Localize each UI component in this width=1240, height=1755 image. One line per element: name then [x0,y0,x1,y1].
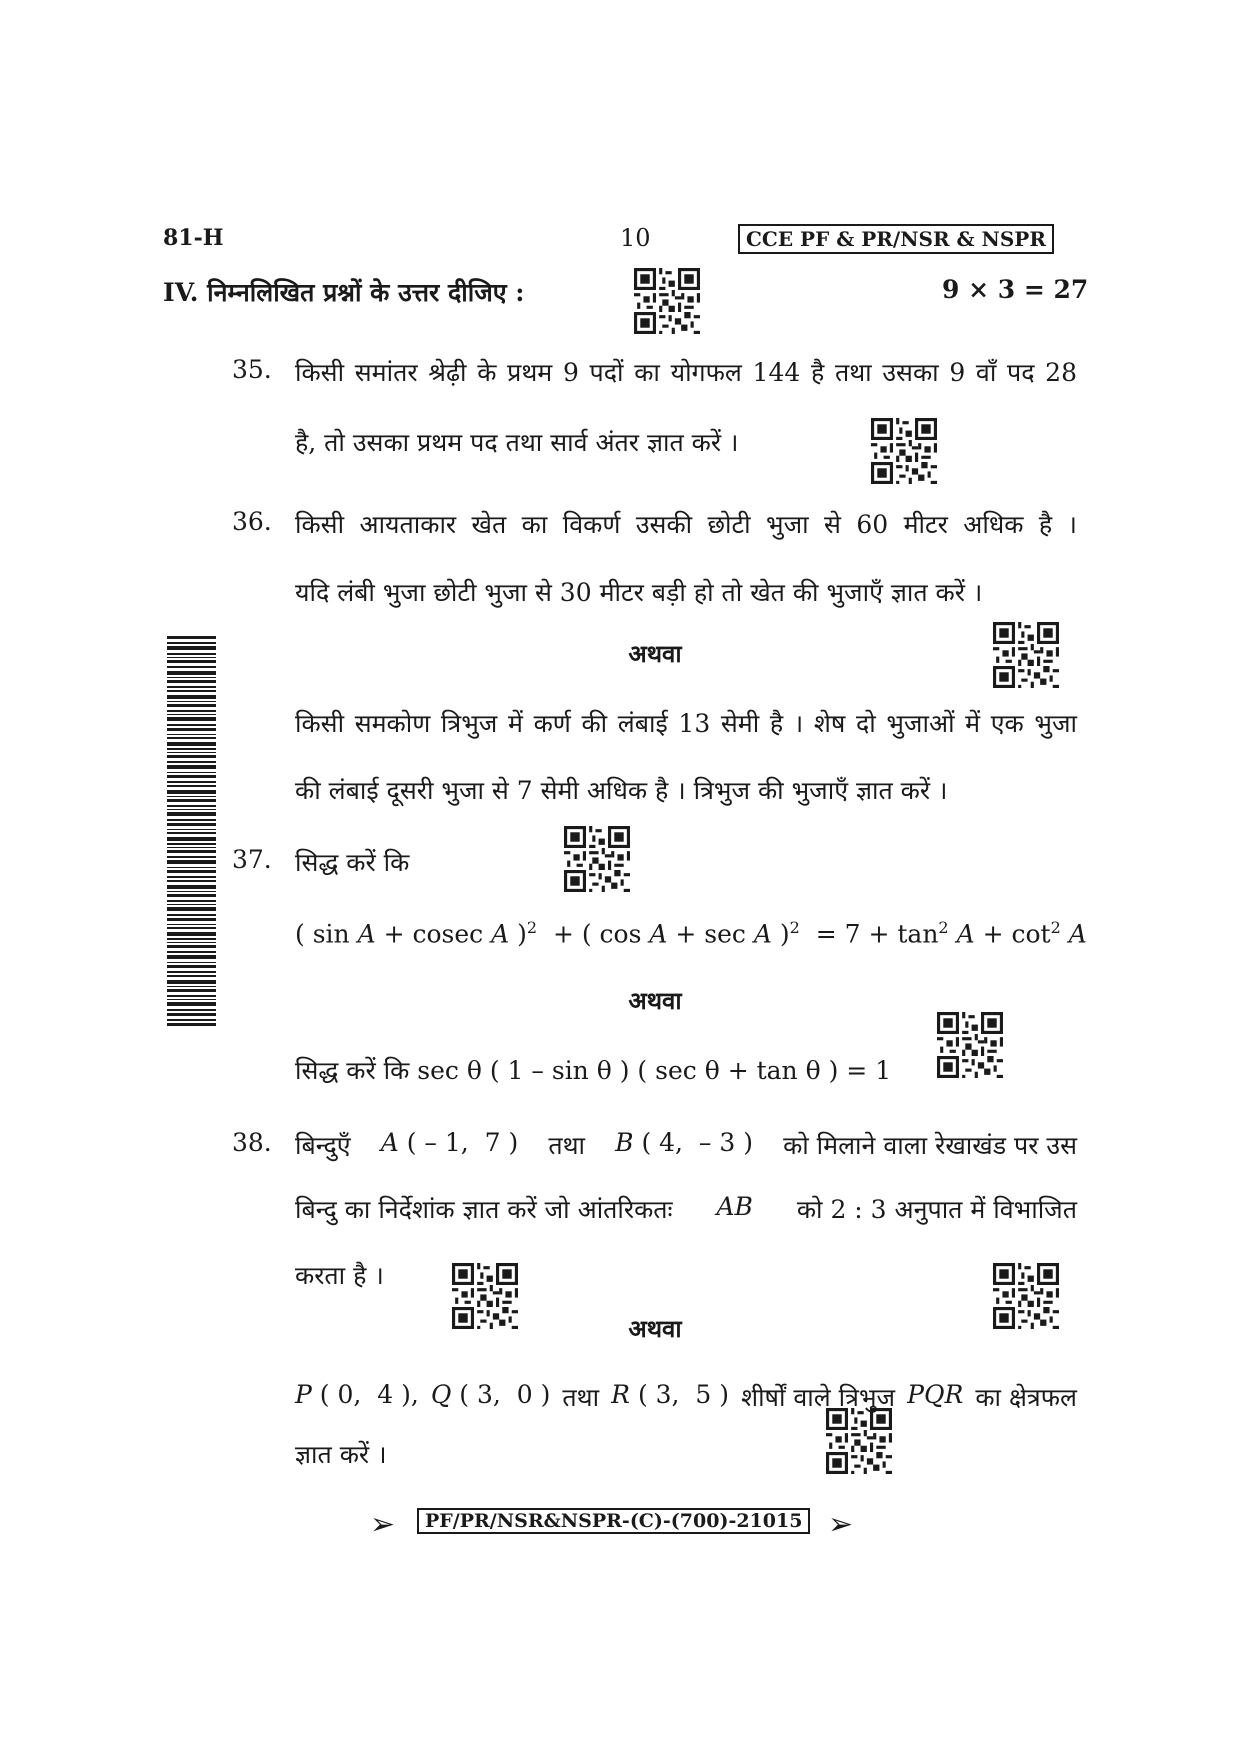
q38-line1-mid: तथा [548,1131,586,1160]
question-36-alt-line1: किसी समकोण त्रिभुज में कर्ण की लंबाई 13 सेमी है । शेष दो भुजाओं में एक भुजा [295,709,1077,738]
q38-alt-mid: तथा [562,1383,600,1412]
question-38-number: 38. [232,1128,272,1157]
question-37-number: 37. [232,845,272,874]
q38-alt-suffix: शीर्षों वाले त्रिभुज [741,1383,896,1412]
q38-alt-end: का क्षेत्रफल [975,1383,1077,1412]
qr-code-q37 [563,826,631,892]
arrow-left-icon: ➢ [370,1507,396,1542]
question-36-alt-line2: की लंबाई दूसरी भुजा से 7 सेमी अधिक है । त्रिभुज की भुजाएँ ज्ञात करें । [295,776,948,805]
question-37-equation: ( sin A + cosec A )$^2$ + ( cos A + sec A )$^2 = 7 + \tan^2 A + \cot^2 A$ [295,918,1087,949]
point-b: B ( 4, – 3 ) [615,1128,753,1157]
question-35-line2: है, तो उसका प्रथम पद तथा सार्व अंतर ज्ञात करें । [295,428,739,457]
question-35-number: 35. [232,355,272,384]
question-36-or: अथवा [628,639,682,668]
triangle-pqr: PQR [907,1380,964,1409]
series-box: CCE PF & PR/NSR & NSPR [738,224,1054,254]
question-37-or: अथवा [628,986,682,1015]
question-38-line1 [295,1128,1077,1162]
question-38-alt-line2: ज्ञात करें । [295,1440,387,1469]
question-36-number: 36. [232,507,272,536]
q38-line2-suffix: को 2 : 3 अनुपात में विभाजित [796,1195,1077,1224]
qr-code-section [633,268,701,334]
question-37-prompt: सिद्ध करें कि [295,848,410,877]
segment-ab: AB [716,1192,753,1221]
page-number: 10 [620,224,651,252]
paper-code: 81-H [163,225,224,251]
question-38-or: अथवा [628,1314,682,1343]
question-38-line3: करता है । [295,1261,384,1290]
q38-line1-prefix: बिन्दुएँ [295,1131,351,1160]
section-title: IV. निम्नलिखित प्रश्नों के उत्तर दीजिए : [163,278,525,307]
section-marks: 9 × 3 = 27 [942,275,1089,304]
q38-line1-suffix: को मिलाने वाला रेखाखंड पर उस [783,1131,1077,1160]
point-r: R ( 3, 5 ) [611,1380,729,1409]
question-38-alt-line1 [295,1380,1077,1414]
question-36-line2: यदि लंबी भुजा छोटी भुजा से 30 मीटर बड़ी हो तो खेत की भुजाएँ ज्ञात करें । [295,578,983,607]
question-37-alt: सिद्ध करें कि sec θ ( 1 – sin θ ) ( sec θ + tan θ ) = 1 [295,1056,892,1085]
q38-line2-prefix: बिन्दु का निर्देशांक ज्ञात करें जो आंतरिकतः [295,1195,673,1224]
qr-code-q37-alt [936,1012,1004,1078]
point-a: A ( – 1, 7 ) [380,1128,519,1157]
question-36-line1: किसी आयताकार खेत का विकर्ण उसकी छोटी भुजा से 60 मीटर अधिक है । [295,510,1077,539]
barcode [167,636,216,1026]
qr-code-q38-alt [825,1408,893,1474]
point-p: P ( 0, 4 ), [295,1380,419,1409]
qr-code-q35 [870,418,938,484]
arrow-right-icon: ➢ [828,1507,854,1542]
footer-code-box: PF/PR/NSR&NSPR-(C)-(700)-21015 [417,1508,810,1534]
question-38-line2 [295,1192,1077,1226]
question-35-line1: किसी समांतर श्रेढ़ी के प्रथम 9 पदों का योगफल 144 है तथा उसका 9 वाँ पद 28 [295,358,1077,387]
point-q: Q ( 3, 0 ) [430,1380,551,1409]
